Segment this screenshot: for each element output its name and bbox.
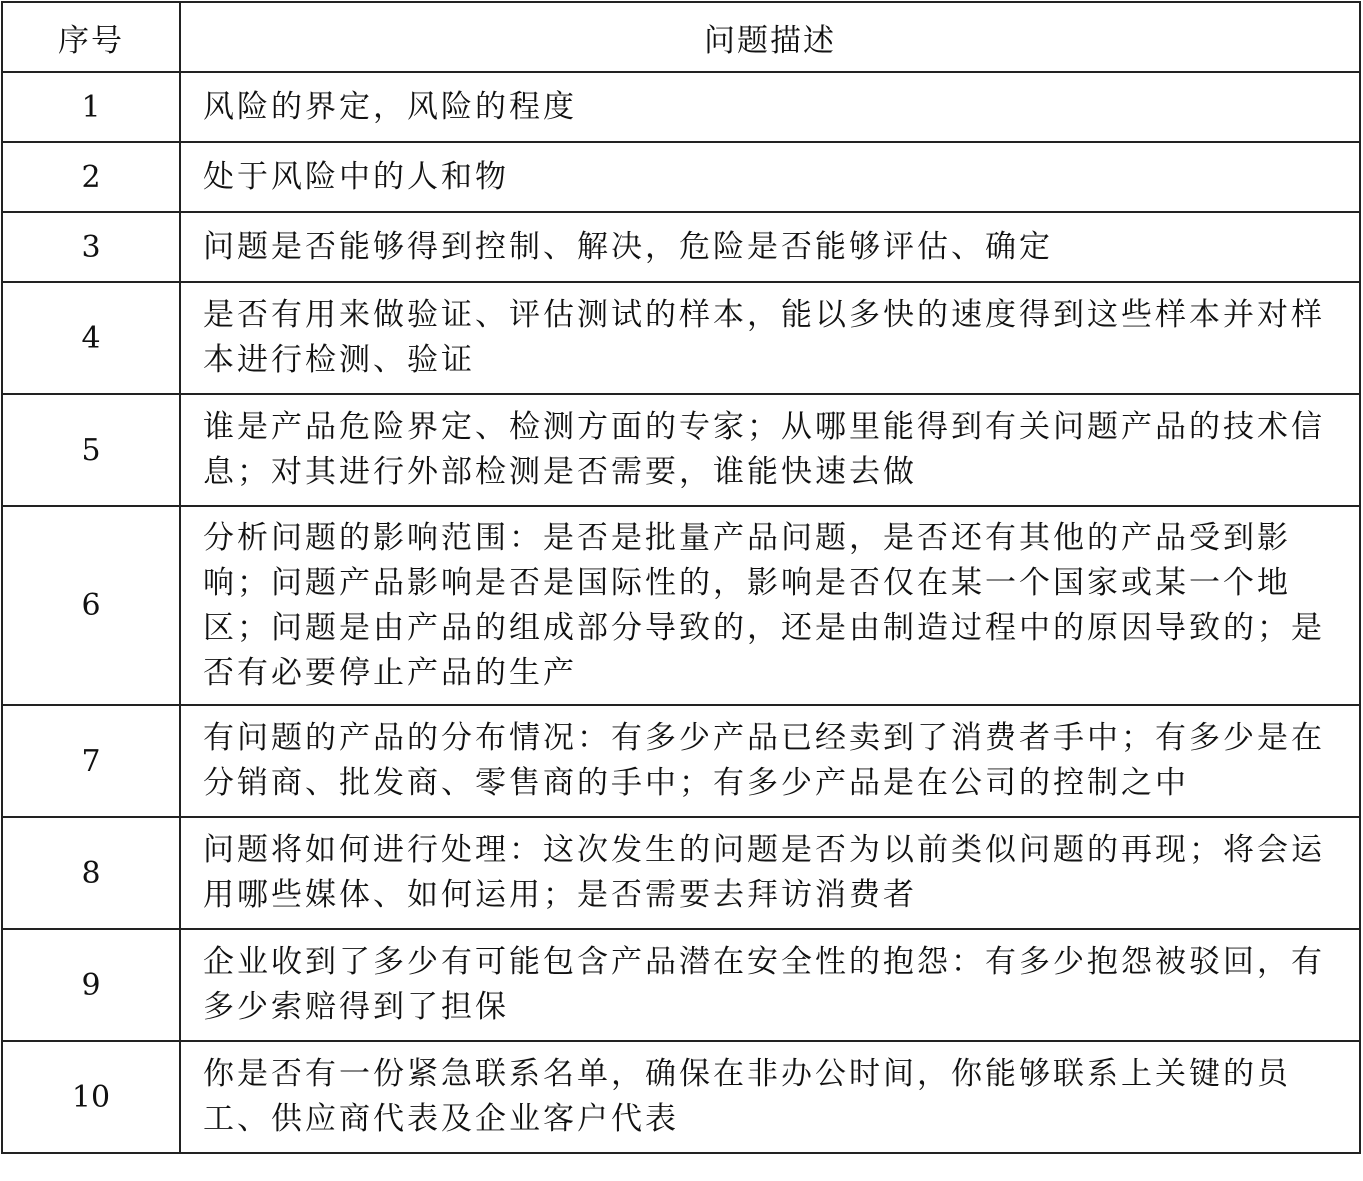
table-row — [2, 212, 1360, 282]
row-number: 10 — [2, 1041, 180, 1153]
table-header-row — [2, 2, 1360, 72]
table-row — [2, 506, 1360, 705]
row-number: 4 — [2, 282, 180, 394]
row-description: 风险的界定，风险的程度 — [180, 72, 1360, 142]
table-row — [2, 817, 1360, 929]
row-number: 3 — [2, 212, 180, 282]
table-row — [2, 1041, 1360, 1153]
row-description: 有问题的产品的分布情况：有多少产品已经卖到了消费者手中；有多少是在分销商、批发商、零售商的手中；有多少产品是在公司的控制之中 — [180, 705, 1360, 817]
row-description: 分析问题的影响范围：是否是批量产品问题，是否还有其他的产品受到影响；问题产品影响是否是国际性的，影响是否仅在某一个国家或某一个地区；问题是由产品的组成部分导致的，还是由制造过程中的原因导致的；是否有必要停止产品的生产 — [180, 506, 1360, 705]
table-row — [2, 282, 1360, 394]
row-number: 2 — [2, 142, 180, 212]
table-row — [2, 705, 1360, 817]
row-number: 7 — [2, 705, 180, 817]
table-row — [2, 929, 1360, 1041]
row-number: 6 — [2, 506, 180, 705]
table-row — [2, 142, 1360, 212]
table-row — [2, 72, 1360, 142]
row-description: 谁是产品危险界定、检测方面的专家；从哪里能得到有关问题产品的技术信息；对其进行外部检测是否需要，谁能快速去做 — [180, 394, 1360, 506]
row-description: 你是否有一份紧急联系名单，确保在非办公时间，你能够联系上关键的员工、供应商代表及企业客户代表 — [180, 1041, 1360, 1153]
row-description: 问题将如何进行处理：这次发生的问题是否为以前类似问题的再现；将会运用哪些媒体、如何运用；是否需要去拜访消费者 — [180, 817, 1360, 929]
row-description: 是否有用来做验证、评估测试的样本，能以多快的速度得到这些样本并对样本进行检测、验证 — [180, 282, 1360, 394]
table-row — [2, 394, 1360, 506]
row-number: 5 — [2, 394, 180, 506]
header-serial-number: 序号 — [2, 2, 180, 72]
header-question-description: 问题描述 — [180, 2, 1360, 72]
row-number: 8 — [2, 817, 180, 929]
row-description: 企业收到了多少有可能包含产品潜在安全性的抱怨：有多少抱怨被驳回，有多少索赔得到了担保 — [180, 929, 1360, 1041]
row-description: 问题是否能够得到控制、解决，危险是否能够评估、确定 — [180, 212, 1360, 282]
row-number: 1 — [2, 72, 180, 142]
row-description: 处于风险中的人和物 — [180, 142, 1360, 212]
row-number: 9 — [2, 929, 180, 1041]
question-table — [1, 1, 1361, 1154]
